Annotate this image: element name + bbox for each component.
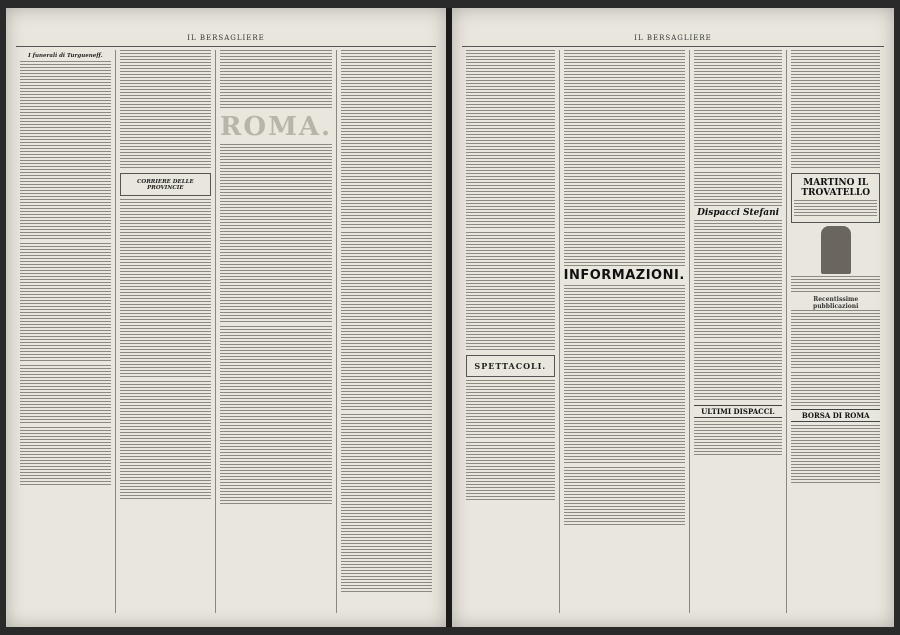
left-col-1 xyxy=(16,50,116,613)
article-body xyxy=(220,326,332,506)
right-col-2 xyxy=(560,50,690,613)
article-body xyxy=(791,50,880,170)
right-col-1 xyxy=(462,50,560,613)
article-body xyxy=(564,467,685,527)
advertisement-box xyxy=(791,173,880,223)
right-head-rule xyxy=(462,46,884,47)
right-col-3 xyxy=(690,50,788,613)
article-body xyxy=(220,144,332,324)
article-body xyxy=(564,50,685,230)
section-heading-informazioni: INFORMAZIONI. xyxy=(563,268,685,283)
article-body xyxy=(20,365,111,425)
article-body xyxy=(694,421,783,455)
article-body xyxy=(20,427,111,487)
article-body xyxy=(20,243,111,363)
right-running-head: IL BERSAGLIERE xyxy=(634,34,712,42)
article-body xyxy=(694,342,783,402)
article-body xyxy=(694,220,783,340)
right-columns xyxy=(462,50,884,613)
borsa-table xyxy=(791,425,880,485)
article-body xyxy=(120,50,211,170)
article-body xyxy=(341,50,432,230)
article-body xyxy=(120,381,211,501)
article-body xyxy=(564,232,685,266)
listing-body xyxy=(791,310,880,370)
right-page xyxy=(452,8,894,627)
article-heading-funerali: I funerali di Turgueneff. xyxy=(28,53,103,59)
illustration-figure xyxy=(821,226,851,274)
section-heading-ultimi-dispacci: ULTIMI DISPACCI. xyxy=(694,405,783,418)
section-heading-pubblicazioni: Recentissime pubblicazioni xyxy=(813,296,859,310)
article-body xyxy=(564,285,685,465)
article-body xyxy=(341,414,432,594)
left-col-3 xyxy=(216,50,337,613)
ad-title-martino: MARTINO IL TROVATELLO xyxy=(801,178,871,198)
article-body xyxy=(466,232,555,352)
left-page xyxy=(6,8,446,627)
article-body xyxy=(120,199,211,379)
article-body xyxy=(220,50,332,110)
article-body xyxy=(466,380,555,440)
article-body xyxy=(694,172,783,206)
section-box xyxy=(466,355,555,377)
section-heading-dispacci: Dispacci Stefani xyxy=(697,208,780,218)
right-col-4 xyxy=(787,50,884,613)
article-body xyxy=(20,61,111,241)
left-running-head: IL BERSAGLIERE xyxy=(187,34,265,42)
ad-body xyxy=(794,200,877,218)
left-col-2 xyxy=(116,50,216,613)
article-body xyxy=(466,442,555,502)
section-heading-spettacoli: SPETTACOLI. xyxy=(474,361,547,371)
left-columns xyxy=(16,50,436,613)
listing-body xyxy=(791,372,880,406)
left-head-rule xyxy=(16,46,436,47)
article-body xyxy=(341,232,432,412)
article-body xyxy=(466,50,555,230)
section-heading-borsa: BORSA DI ROMA xyxy=(791,409,880,422)
article-body xyxy=(791,276,880,294)
article-body xyxy=(694,50,783,170)
newspaper-spread xyxy=(6,8,894,627)
left-col-4 xyxy=(337,50,436,613)
section-title-roma: ROMA. xyxy=(219,112,333,142)
section-heading-corriere: CORRIERE DELLE PROVINCIE xyxy=(137,179,194,191)
section-box xyxy=(120,173,211,196)
